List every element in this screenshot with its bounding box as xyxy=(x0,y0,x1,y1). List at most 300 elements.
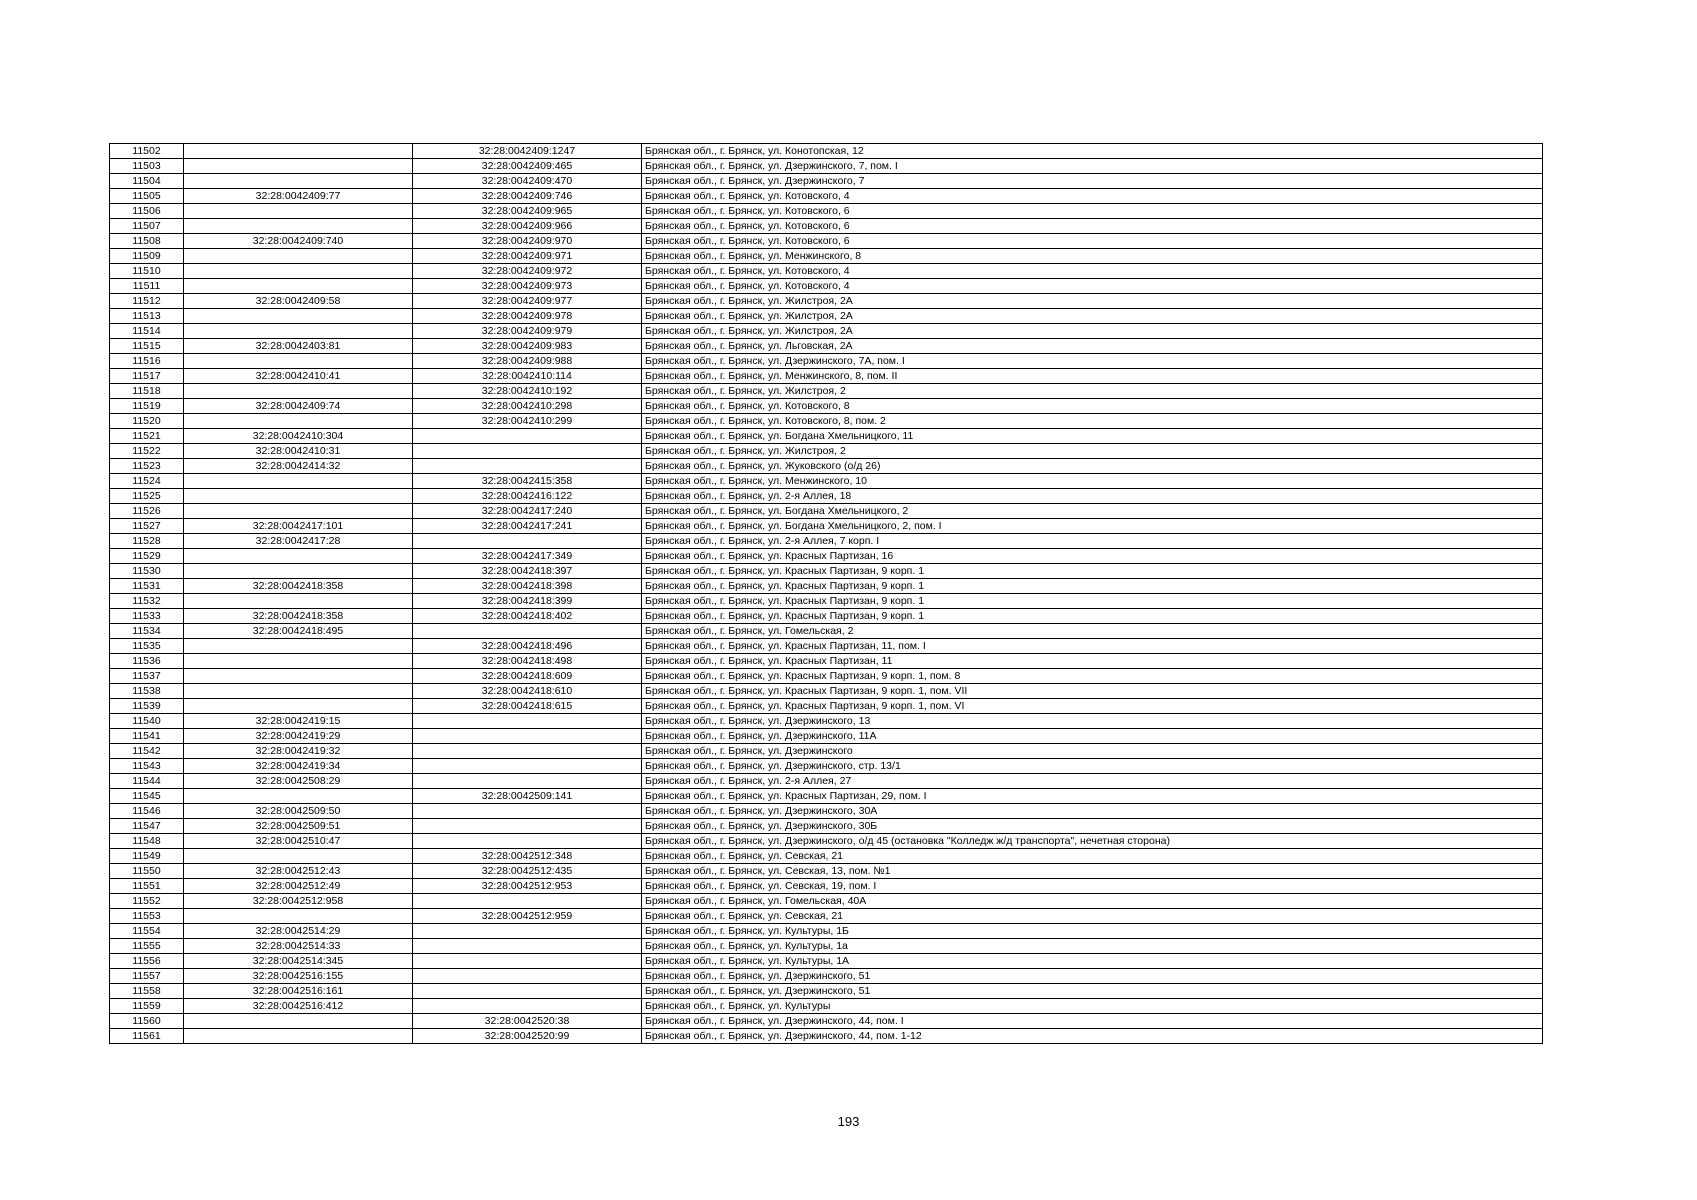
building-cadastral-number-cell: 32:28:0042410:192 xyxy=(413,384,642,399)
land-cadastral-number-cell xyxy=(184,849,413,864)
building-cadastral-number-cell: 32:28:0042410:298 xyxy=(413,399,642,414)
table-row xyxy=(110,459,1543,474)
building-cadastral-number-cell: 32:28:0042418:496 xyxy=(413,639,642,654)
building-cadastral-number-cell: 32:28:0042417:349 xyxy=(413,549,642,564)
table-row xyxy=(110,909,1543,924)
row-number-cell: 11524 xyxy=(110,474,184,489)
address-cell: Брянская обл., г. Брянск, ул. Котовского, 8 xyxy=(642,399,1543,414)
address-cell: Брянская обл., г. Брянск, ул. Культуры, 1Б xyxy=(642,924,1543,939)
building-cadastral-number-cell xyxy=(413,954,642,969)
address-cell: Брянская обл., г. Брянск, ул. Котовского, 8, пом. 2 xyxy=(642,414,1543,429)
address-cell: Брянская обл., г. Брянск, ул. Жилстроя, 2 xyxy=(642,384,1543,399)
table-row xyxy=(110,219,1543,234)
table-row xyxy=(110,834,1543,849)
address-cell: Брянская обл., г. Брянск, ул. Гомельская, 2 xyxy=(642,624,1543,639)
row-number-cell: 11509 xyxy=(110,249,184,264)
building-cadastral-number-cell xyxy=(413,759,642,774)
row-number-cell: 11527 xyxy=(110,519,184,534)
table-row xyxy=(110,624,1543,639)
address-cell: Брянская обл., г. Брянск, ул. 2-я Аллея, 18 xyxy=(642,489,1543,504)
land-cadastral-number-cell: 32:28:0042514:345 xyxy=(184,954,413,969)
table-row xyxy=(110,924,1543,939)
row-number-cell: 11538 xyxy=(110,684,184,699)
building-cadastral-number-cell: 32:28:0042417:240 xyxy=(413,504,642,519)
building-cadastral-number-cell xyxy=(413,819,642,834)
building-cadastral-number-cell xyxy=(413,774,642,789)
address-cell: Брянская обл., г. Брянск, ул. Красных Партизан, 9 корп. 1 xyxy=(642,609,1543,624)
row-number-cell: 11503 xyxy=(110,159,184,174)
table-row xyxy=(110,984,1543,999)
row-number-cell: 11516 xyxy=(110,354,184,369)
address-cell: Брянская обл., г. Брянск, ул. Дзержинского xyxy=(642,744,1543,759)
row-number-cell: 11553 xyxy=(110,909,184,924)
land-cadastral-number-cell xyxy=(184,144,413,159)
land-cadastral-number-cell: 32:28:0042419:29 xyxy=(184,729,413,744)
row-number-cell: 11557 xyxy=(110,969,184,984)
building-cadastral-number-cell: 32:28:0042509:141 xyxy=(413,789,642,804)
land-cadastral-number-cell: 32:28:0042418:495 xyxy=(184,624,413,639)
building-cadastral-number-cell xyxy=(413,459,642,474)
address-cell: Брянская обл., г. Брянск, ул. Красных Партизан, 11 xyxy=(642,654,1543,669)
table-row xyxy=(110,384,1543,399)
land-cadastral-number-cell: 32:28:0042514:29 xyxy=(184,924,413,939)
land-cadastral-number-cell xyxy=(184,789,413,804)
address-cell: Брянская обл., г. Брянск, ул. Богдана Хмельницкого, 2, пом. I xyxy=(642,519,1543,534)
address-cell: Брянская обл., г. Брянск, ул. Севская, 19, пом. I xyxy=(642,879,1543,894)
land-cadastral-number-cell xyxy=(184,264,413,279)
table-row xyxy=(110,504,1543,519)
building-cadastral-number-cell: 32:28:0042512:348 xyxy=(413,849,642,864)
table-row xyxy=(110,249,1543,264)
address-cell: Брянская обл., г. Брянск, ул. Льговская, 2А xyxy=(642,339,1543,354)
table-row xyxy=(110,324,1543,339)
row-number-cell: 11545 xyxy=(110,789,184,804)
table-row xyxy=(110,429,1543,444)
row-number-cell: 11512 xyxy=(110,294,184,309)
land-cadastral-number-cell xyxy=(184,159,413,174)
building-cadastral-number-cell xyxy=(413,534,642,549)
address-cell: Брянская обл., г. Брянск, ул. Дзержинского, 51 xyxy=(642,984,1543,999)
building-cadastral-number-cell: 32:28:0042418:398 xyxy=(413,579,642,594)
address-cell: Брянская обл., г. Брянск, ул. Красных Партизан, 9 корп. 1, пом. 8 xyxy=(642,669,1543,684)
row-number-cell: 11526 xyxy=(110,504,184,519)
row-number-cell: 11505 xyxy=(110,189,184,204)
land-cadastral-number-cell: 32:28:0042409:58 xyxy=(184,294,413,309)
table-row xyxy=(110,759,1543,774)
row-number-cell: 11544 xyxy=(110,774,184,789)
land-cadastral-number-cell: 32:28:0042516:155 xyxy=(184,969,413,984)
address-cell: Брянская обл., г. Брянск, ул. 2-я Аллея, 27 xyxy=(642,774,1543,789)
building-cadastral-number-cell: 32:28:0042418:402 xyxy=(413,609,642,624)
building-cadastral-number-cell xyxy=(413,834,642,849)
row-number-cell: 11548 xyxy=(110,834,184,849)
land-cadastral-number-cell xyxy=(184,504,413,519)
row-number-cell: 11549 xyxy=(110,849,184,864)
address-cell: Брянская обл., г. Брянск, ул. Дзержинского, о/д 45 (остановка "Колледж ж/д транспорта", нечетная сторона) xyxy=(642,834,1543,849)
land-cadastral-number-cell: 32:28:0042514:33 xyxy=(184,939,413,954)
row-number-cell: 11513 xyxy=(110,309,184,324)
address-cell: Брянская обл., г. Брянск, ул. Котовского, 6 xyxy=(642,234,1543,249)
land-cadastral-number-cell xyxy=(184,324,413,339)
land-cadastral-number-cell: 32:28:0042516:412 xyxy=(184,999,413,1014)
building-cadastral-number-cell: 32:28:0042409:470 xyxy=(413,174,642,189)
building-cadastral-number-cell: 32:28:0042409:973 xyxy=(413,279,642,294)
table-row xyxy=(110,264,1543,279)
land-cadastral-number-cell xyxy=(184,279,413,294)
row-number-cell: 11518 xyxy=(110,384,184,399)
land-cadastral-number-cell: 32:28:0042509:50 xyxy=(184,804,413,819)
land-cadastral-number-cell: 32:28:0042409:77 xyxy=(184,189,413,204)
table-row xyxy=(110,669,1543,684)
table-row xyxy=(110,519,1543,534)
row-number-cell: 11541 xyxy=(110,729,184,744)
building-cadastral-number-cell xyxy=(413,924,642,939)
address-cell: Брянская обл., г. Брянск, ул. Дзержинского, стр. 13/1 xyxy=(642,759,1543,774)
table-row xyxy=(110,639,1543,654)
table-row xyxy=(110,729,1543,744)
table-row xyxy=(110,774,1543,789)
row-number-cell: 11550 xyxy=(110,864,184,879)
row-number-cell: 11522 xyxy=(110,444,184,459)
table-row xyxy=(110,309,1543,324)
land-cadastral-number-cell xyxy=(184,564,413,579)
table-row xyxy=(110,789,1543,804)
building-cadastral-number-cell xyxy=(413,714,642,729)
row-number-cell: 11528 xyxy=(110,534,184,549)
row-number-cell: 11559 xyxy=(110,999,184,1014)
address-cell: Брянская обл., г. Брянск, ул. Менжинского, 8, пом. II xyxy=(642,369,1543,384)
building-cadastral-number-cell: 32:28:0042520:99 xyxy=(413,1029,642,1044)
land-cadastral-number-cell xyxy=(184,594,413,609)
building-cadastral-number-cell: 32:28:0042520:38 xyxy=(413,1014,642,1029)
address-cell: Брянская обл., г. Брянск, ул. Культуры xyxy=(642,999,1543,1014)
address-cell: Брянская обл., г. Брянск, ул. Жилстроя, 2А xyxy=(642,294,1543,309)
building-cadastral-number-cell: 32:28:0042418:609 xyxy=(413,669,642,684)
table-row xyxy=(110,489,1543,504)
address-cell: Брянская обл., г. Брянск, ул. Красных Партизан, 9 корп. 1, пом. VII xyxy=(642,684,1543,699)
row-number-cell: 11543 xyxy=(110,759,184,774)
table-row xyxy=(110,699,1543,714)
address-cell: Брянская обл., г. Брянск, ул. Красных Партизан, 9 корп. 1, пом. VI xyxy=(642,699,1543,714)
address-cell: Брянская обл., г. Брянск, ул. Дзержинского, 51 xyxy=(642,969,1543,984)
land-cadastral-number-cell: 32:28:0042414:32 xyxy=(184,459,413,474)
land-cadastral-number-cell: 32:28:0042419:15 xyxy=(184,714,413,729)
building-cadastral-number-cell: 32:28:0042410:299 xyxy=(413,414,642,429)
land-cadastral-number-cell: 32:28:0042409:740 xyxy=(184,234,413,249)
table-row xyxy=(110,339,1543,354)
land-cadastral-number-cell: 32:28:0042409:74 xyxy=(184,399,413,414)
table-row xyxy=(110,579,1543,594)
row-number-cell: 11561 xyxy=(110,1029,184,1044)
address-cell: Брянская обл., г. Брянск, ул. Дзержинского, 13 xyxy=(642,714,1543,729)
table-row xyxy=(110,534,1543,549)
address-cell: Брянская обл., г. Брянск, ул. Красных Партизан, 11, пом. I xyxy=(642,639,1543,654)
address-cell: Брянская обл., г. Брянск, ул. Красных Партизан, 9 корп. 1 xyxy=(642,579,1543,594)
table-row xyxy=(110,954,1543,969)
address-cell: Брянская обл., г. Брянск, ул. Дзержинского, 11А xyxy=(642,729,1543,744)
building-cadastral-number-cell: 32:28:0042418:610 xyxy=(413,684,642,699)
row-number-cell: 11508 xyxy=(110,234,184,249)
table-row xyxy=(110,714,1543,729)
building-cadastral-number-cell: 32:28:0042418:397 xyxy=(413,564,642,579)
building-cadastral-number-cell: 32:28:0042409:979 xyxy=(413,324,642,339)
table-row xyxy=(110,654,1543,669)
table-row xyxy=(110,159,1543,174)
building-cadastral-number-cell xyxy=(413,729,642,744)
address-cell: Брянская обл., г. Брянск, ул. Жилстроя, 2А xyxy=(642,309,1543,324)
address-cell: Брянская обл., г. Брянск, ул. Севская, 21 xyxy=(642,849,1543,864)
land-cadastral-number-cell xyxy=(184,219,413,234)
land-cadastral-number-cell xyxy=(184,309,413,324)
land-cadastral-number-cell xyxy=(184,654,413,669)
land-cadastral-number-cell xyxy=(184,249,413,264)
address-cell: Брянская обл., г. Брянск, ул. Котовского, 6 xyxy=(642,204,1543,219)
row-number-cell: 11506 xyxy=(110,204,184,219)
row-number-cell: 11547 xyxy=(110,819,184,834)
row-number-cell: 11551 xyxy=(110,879,184,894)
row-number-cell: 11552 xyxy=(110,894,184,909)
table-row xyxy=(110,864,1543,879)
land-cadastral-number-cell: 32:28:0042516:161 xyxy=(184,984,413,999)
row-number-cell: 11535 xyxy=(110,639,184,654)
address-cell: Брянская обл., г. Брянск, ул. Богдана Хмельницкого, 11 xyxy=(642,429,1543,444)
building-cadastral-number-cell: 32:28:0042417:241 xyxy=(413,519,642,534)
address-cell: Брянская обл., г. Брянск, ул. Жуковского (о/д 26) xyxy=(642,459,1543,474)
address-cell: Брянская обл., г. Брянск, ул. Жилстроя, 2 xyxy=(642,444,1543,459)
table-row xyxy=(110,939,1543,954)
building-cadastral-number-cell xyxy=(413,429,642,444)
row-number-cell: 11511 xyxy=(110,279,184,294)
address-cell: Брянская обл., г. Брянск, ул. Красных Партизан, 16 xyxy=(642,549,1543,564)
building-cadastral-number-cell xyxy=(413,804,642,819)
address-cell: Брянская обл., г. Брянск, ул. Богдана Хмельницкого, 2 xyxy=(642,504,1543,519)
row-number-cell: 11519 xyxy=(110,399,184,414)
land-cadastral-number-cell xyxy=(184,204,413,219)
building-cadastral-number-cell xyxy=(413,444,642,459)
table-row xyxy=(110,804,1543,819)
address-cell: Брянская обл., г. Брянск, ул. Культуры, 1А xyxy=(642,954,1543,969)
address-cell: Брянская обл., г. Брянск, ул. Дзержинского, 7 xyxy=(642,174,1543,189)
land-cadastral-number-cell xyxy=(184,1029,413,1044)
address-cell: Брянская обл., г. Брянск, ул. Жилстроя, 2А xyxy=(642,324,1543,339)
table-row xyxy=(110,444,1543,459)
building-cadastral-number-cell: 32:28:0042418:498 xyxy=(413,654,642,669)
building-cadastral-number-cell: 32:28:0042409:966 xyxy=(413,219,642,234)
address-cell: Брянская обл., г. Брянск, ул. Менжинского, 8 xyxy=(642,249,1543,264)
land-cadastral-number-cell: 32:28:0042512:49 xyxy=(184,879,413,894)
building-cadastral-number-cell: 32:28:0042409:1247 xyxy=(413,144,642,159)
row-number-cell: 11504 xyxy=(110,174,184,189)
row-number-cell: 11542 xyxy=(110,744,184,759)
row-number-cell: 11510 xyxy=(110,264,184,279)
address-cell: Брянская обл., г. Брянск, ул. Севская, 13, пом. №1 xyxy=(642,864,1543,879)
row-number-cell: 11546 xyxy=(110,804,184,819)
address-cell: Брянская обл., г. Брянск, ул. Дзержинского, 30А xyxy=(642,804,1543,819)
land-cadastral-number-cell xyxy=(184,639,413,654)
building-cadastral-number-cell xyxy=(413,984,642,999)
building-cadastral-number-cell: 32:28:0042418:615 xyxy=(413,699,642,714)
row-number-cell: 11515 xyxy=(110,339,184,354)
land-cadastral-number-cell xyxy=(184,354,413,369)
building-cadastral-number-cell xyxy=(413,624,642,639)
land-cadastral-number-cell: 32:28:0042510:47 xyxy=(184,834,413,849)
building-cadastral-number-cell: 32:28:0042512:435 xyxy=(413,864,642,879)
land-cadastral-number-cell: 32:28:0042419:34 xyxy=(184,759,413,774)
table-row xyxy=(110,744,1543,759)
address-cell: Брянская обл., г. Брянск, ул. Дзержинского, 7, пом. I xyxy=(642,159,1543,174)
building-cadastral-number-cell: 32:28:0042415:358 xyxy=(413,474,642,489)
land-cadastral-number-cell xyxy=(184,549,413,564)
land-cadastral-number-cell xyxy=(184,684,413,699)
table-row xyxy=(110,354,1543,369)
land-cadastral-number-cell: 32:28:0042508:29 xyxy=(184,774,413,789)
land-cadastral-number-cell: 32:28:0042403:81 xyxy=(184,339,413,354)
table-row xyxy=(110,399,1543,414)
table-row xyxy=(110,684,1543,699)
land-cadastral-number-cell: 32:28:0042419:32 xyxy=(184,744,413,759)
row-number-cell: 11532 xyxy=(110,594,184,609)
address-cell: Брянская обл., г. Брянск, ул. Котовского, 6 xyxy=(642,219,1543,234)
registry-table-body xyxy=(110,144,1543,1044)
page-number: 193 xyxy=(837,1114,860,1129)
land-cadastral-number-cell: 32:28:0042418:358 xyxy=(184,609,413,624)
address-cell: Брянская обл., г. Брянск, ул. Котовского, 4 xyxy=(642,279,1543,294)
land-cadastral-number-cell: 32:28:0042512:958 xyxy=(184,894,413,909)
land-cadastral-number-cell xyxy=(184,909,413,924)
building-cadastral-number-cell xyxy=(413,969,642,984)
table-row xyxy=(110,609,1543,624)
row-number-cell: 11517 xyxy=(110,369,184,384)
row-number-cell: 11558 xyxy=(110,984,184,999)
table-row xyxy=(110,1014,1543,1029)
address-cell: Брянская обл., г. Брянск, ул. 2-я Аллея, 7 корп. I xyxy=(642,534,1543,549)
land-cadastral-number-cell xyxy=(184,699,413,714)
table-row xyxy=(110,189,1543,204)
row-number-cell: 11537 xyxy=(110,669,184,684)
table-row xyxy=(110,1029,1543,1044)
row-number-cell: 11520 xyxy=(110,414,184,429)
building-cadastral-number-cell: 32:28:0042409:978 xyxy=(413,309,642,324)
land-cadastral-number-cell: 32:28:0042418:358 xyxy=(184,579,413,594)
land-cadastral-number-cell: 32:28:0042410:41 xyxy=(184,369,413,384)
table-row xyxy=(110,144,1543,159)
building-cadastral-number-cell: 32:28:0042409:977 xyxy=(413,294,642,309)
table-row xyxy=(110,294,1543,309)
address-cell: Брянская обл., г. Брянск, ул. Котовского, 4 xyxy=(642,189,1543,204)
address-cell: Брянская обл., г. Брянск, ул. Севская, 21 xyxy=(642,909,1543,924)
row-number-cell: 11502 xyxy=(110,144,184,159)
table-row xyxy=(110,174,1543,189)
table-row xyxy=(110,849,1543,864)
land-cadastral-number-cell xyxy=(184,669,413,684)
land-cadastral-number-cell: 32:28:0042417:101 xyxy=(184,519,413,534)
building-cadastral-number-cell: 32:28:0042409:988 xyxy=(413,354,642,369)
table-row xyxy=(110,414,1543,429)
land-cadastral-number-cell: 32:28:0042410:31 xyxy=(184,444,413,459)
building-cadastral-number-cell: 32:28:0042512:959 xyxy=(413,909,642,924)
table-row xyxy=(110,234,1543,249)
row-number-cell: 11521 xyxy=(110,429,184,444)
building-cadastral-number-cell xyxy=(413,999,642,1014)
land-cadastral-number-cell: 32:28:0042417:28 xyxy=(184,534,413,549)
table-row xyxy=(110,969,1543,984)
address-cell: Брянская обл., г. Брянск, ул. Красных Партизан, 9 корп. 1 xyxy=(642,594,1543,609)
row-number-cell: 11530 xyxy=(110,564,184,579)
table-row xyxy=(110,279,1543,294)
row-number-cell: 11536 xyxy=(110,654,184,669)
land-cadastral-number-cell xyxy=(184,474,413,489)
table-row xyxy=(110,594,1543,609)
address-cell: Брянская обл., г. Брянск, ул. Дзержинского, 7А, пом. I xyxy=(642,354,1543,369)
table-row xyxy=(110,999,1543,1014)
land-cadastral-number-cell xyxy=(184,174,413,189)
land-cadastral-number-cell: 32:28:0042509:51 xyxy=(184,819,413,834)
table-row xyxy=(110,564,1543,579)
row-number-cell: 11555 xyxy=(110,939,184,954)
table-row xyxy=(110,369,1543,384)
address-cell: Брянская обл., г. Брянск, ул. Конотопская, 12 xyxy=(642,144,1543,159)
row-number-cell: 11560 xyxy=(110,1014,184,1029)
building-cadastral-number-cell: 32:28:0042409:972 xyxy=(413,264,642,279)
building-cadastral-number-cell: 32:28:0042409:746 xyxy=(413,189,642,204)
address-cell: Брянская обл., г. Брянск, ул. Красных Партизан, 29, пом. I xyxy=(642,789,1543,804)
land-cadastral-number-cell: 32:28:0042512:43 xyxy=(184,864,413,879)
building-cadastral-number-cell: 32:28:0042416:122 xyxy=(413,489,642,504)
row-number-cell: 11533 xyxy=(110,609,184,624)
building-cadastral-number-cell: 32:28:0042409:983 xyxy=(413,339,642,354)
building-cadastral-number-cell xyxy=(413,894,642,909)
land-cadastral-number-cell xyxy=(184,1014,413,1029)
land-cadastral-number-cell: 32:28:0042410:304 xyxy=(184,429,413,444)
building-cadastral-number-cell: 32:28:0042512:953 xyxy=(413,879,642,894)
row-number-cell: 11514 xyxy=(110,324,184,339)
table-row xyxy=(110,204,1543,219)
land-cadastral-number-cell xyxy=(184,384,413,399)
table-row xyxy=(110,474,1543,489)
building-cadastral-number-cell xyxy=(413,939,642,954)
row-number-cell: 11507 xyxy=(110,219,184,234)
table-row xyxy=(110,894,1543,909)
table-row xyxy=(110,549,1543,564)
building-cadastral-number-cell: 32:28:0042409:465 xyxy=(413,159,642,174)
building-cadastral-number-cell xyxy=(413,744,642,759)
row-number-cell: 11539 xyxy=(110,699,184,714)
address-cell: Брянская обл., г. Брянск, ул. Дзержинского, 44, пом. I xyxy=(642,1014,1543,1029)
address-cell: Брянская обл., г. Брянск, ул. Красных Партизан, 9 корп. 1 xyxy=(642,564,1543,579)
row-number-cell: 11554 xyxy=(110,924,184,939)
building-cadastral-number-cell: 32:28:0042409:965 xyxy=(413,204,642,219)
row-number-cell: 11523 xyxy=(110,459,184,474)
row-number-cell: 11540 xyxy=(110,714,184,729)
address-cell: Брянская обл., г. Брянск, ул. Дзержинского, 30Б xyxy=(642,819,1543,834)
table-row xyxy=(110,819,1543,834)
row-number-cell: 11529 xyxy=(110,549,184,564)
table-row xyxy=(110,879,1543,894)
row-number-cell: 11525 xyxy=(110,489,184,504)
address-cell: Брянская обл., г. Брянск, ул. Котовского, 4 xyxy=(642,264,1543,279)
building-cadastral-number-cell: 32:28:0042410:114 xyxy=(413,369,642,384)
address-cell: Брянская обл., г. Брянск, ул. Культуры, 1а xyxy=(642,939,1543,954)
row-number-cell: 11531 xyxy=(110,579,184,594)
building-cadastral-number-cell: 32:28:0042418:399 xyxy=(413,594,642,609)
building-cadastral-number-cell: 32:28:0042409:971 xyxy=(413,249,642,264)
land-cadastral-number-cell xyxy=(184,489,413,504)
row-number-cell: 11534 xyxy=(110,624,184,639)
building-cadastral-number-cell: 32:28:0042409:970 xyxy=(413,234,642,249)
address-cell: Брянская обл., г. Брянск, ул. Менжинского, 10 xyxy=(642,474,1543,489)
registry-table xyxy=(109,143,1543,1044)
land-cadastral-number-cell xyxy=(184,414,413,429)
